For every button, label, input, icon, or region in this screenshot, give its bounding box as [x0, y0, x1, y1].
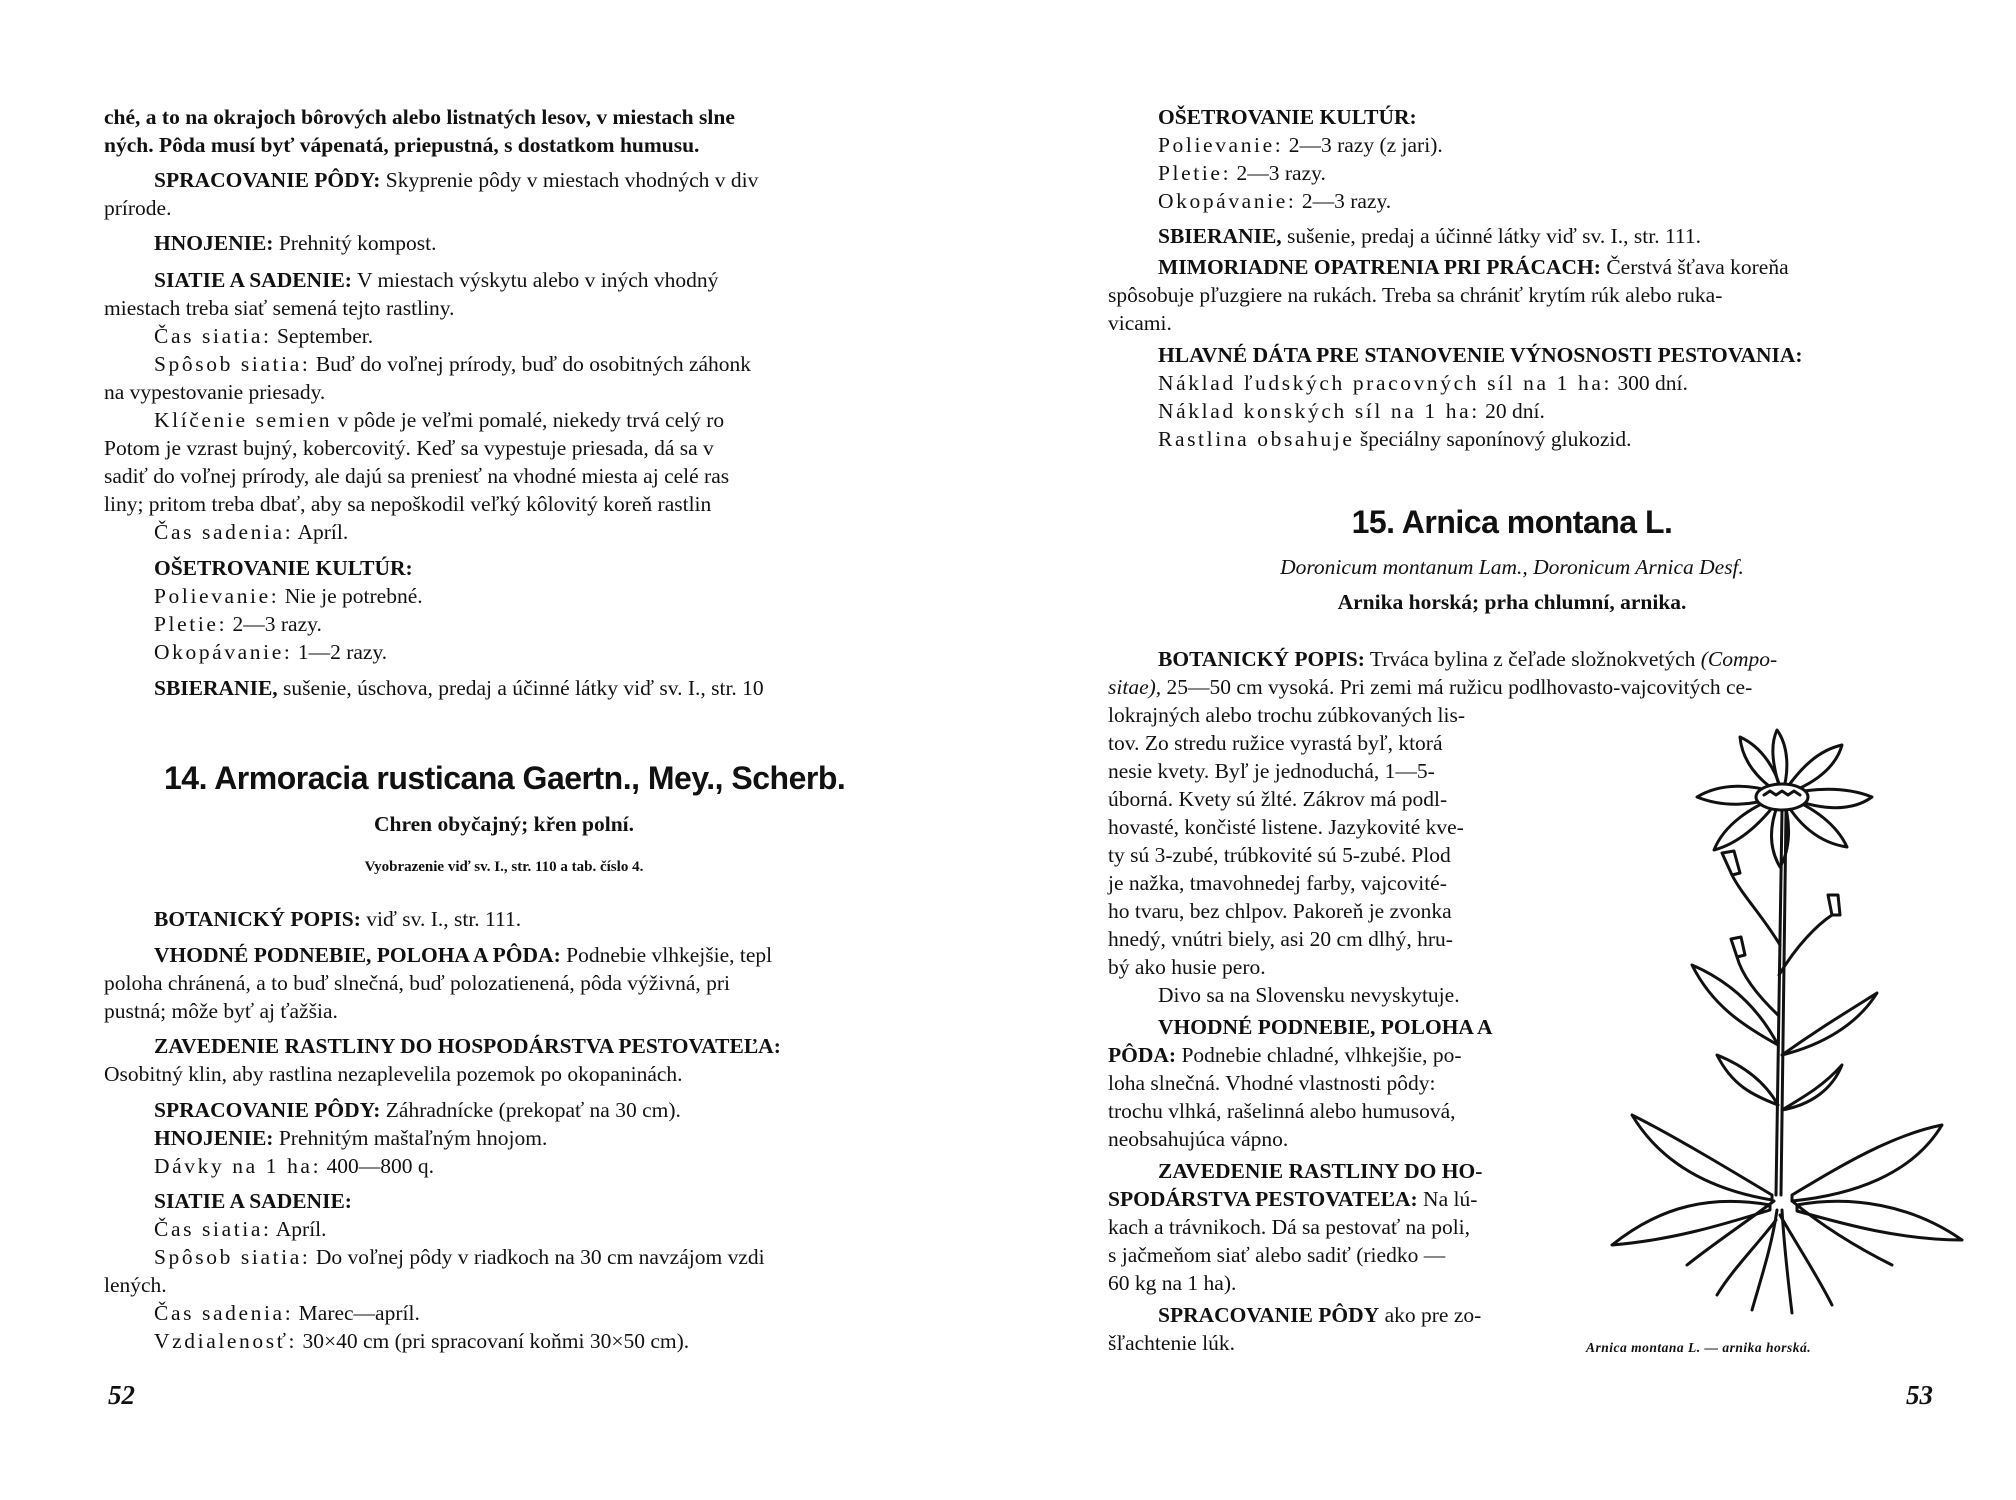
text-line: ZAVEDENIE RASTLINY DO HO- — [1158, 1159, 1483, 1183]
text-line: s jačmeňom siať alebo sadiť (riedko — — [1108, 1243, 1446, 1267]
text-line: HLAVNÉ DÁTA PRE STANOVENIE VÝNOSNOSTI PESTOVANIA: — [1158, 343, 1803, 367]
text-line: sitae), 25—50 cm vysoká. Pri zemi má ružicu podlhovasto-vajcovitých ce- — [1108, 675, 1753, 699]
text-line: Pletie: 2—3 razy. — [154, 612, 322, 636]
text-line: Rastlina obsahuje špeciálny saponínový glukozid. — [1158, 427, 1632, 451]
text-line: SPRACOVANIE PÔDY: Skyprenie pôdy v miestach vhodných v div — [154, 168, 759, 192]
text-line: Okopávanie: 2—3 razy. — [1158, 189, 1392, 213]
text-line: OŠETROVANIE KULTÚR: — [1158, 105, 1417, 129]
basal-leaves — [1612, 1115, 1962, 1265]
text-line: lených. — [104, 1273, 167, 1297]
text-line: SPODÁRSTVA PESTOVATEĽA: Na lú- — [1108, 1187, 1478, 1211]
text-line: HNOJENIE: Prehnitý kompost. — [154, 231, 437, 255]
text-line: SIATIE A SADENIE: V miestach výskytu alebo v iných vhodný — [154, 268, 719, 292]
text-line: BOTANICKÝ POPIS: viď sv. I., str. 111. — [154, 907, 522, 931]
roots — [1717, 1210, 1832, 1313]
page-number: 52 — [108, 1380, 135, 1410]
text-line: Dávky na 1 ha: 400—800 q. — [154, 1154, 435, 1178]
flower-stem — [1722, 811, 1840, 1195]
text-line: Čas sadenia: Marec—apríl. — [154, 1301, 420, 1325]
text-line: MIMORIADNE OPATRENIA PRI PRÁCACH: Čerstvá šťava koreňa — [1158, 255, 1789, 279]
text-line: VHODNÉ PODNEBIE, POLOHA A PÔDA: Podnebie vlhkejšie, tepl — [154, 943, 773, 967]
text-line: liny; pritom treba dbať, aby sa nepoškodil veľký kôlovitý koreň rastlin — [104, 492, 712, 516]
reference-note: Vyobrazenie viď sv. I., str. 110 a tab. číslo 4. — [364, 859, 644, 875]
text-line: trochu vlhká, rašelinná alebo humusová, — [1108, 1099, 1456, 1123]
text-line: Polievanie: 2—3 razy (z jari). — [1158, 133, 1443, 157]
text-line: Potom je vzrast bujný, kobercovitý. Keď sa vypestuje priesada, dá sa v — [104, 436, 714, 460]
text-line: hovasté, končisté listene. Jazykovité kve- — [1108, 815, 1464, 839]
text-line: Polievanie: Nie je potrebné. — [154, 584, 423, 608]
text-line: loha slnečná. Vhodné vlastnosti pôdy: — [1108, 1071, 1436, 1095]
text-line: ho tvaru, bez chlpov. Pakoreň je zvonka — [1108, 899, 1452, 923]
text-line: SBIERANIE, sušenie, predaj a účinné látky viď sv. I., str. 111. — [1158, 224, 1701, 248]
text-line: SBIERANIE, sušenie, úschova, predaj a účinné látky viď sv. I., str. 10 — [154, 676, 764, 700]
text-line: Spôsob siatia: Buď do voľnej prírody, buď do osobitných záhonk — [154, 352, 752, 376]
text-line: spôsobuje pľuzgiere na rukách. Treba sa chrániť krytím rúk alebo ruka- — [1108, 283, 1723, 307]
text-line: Náklad ľudských pracovných síl na 1 ha: 300 dní. — [1158, 371, 1688, 395]
text-line: Divo sa na Slovensku nevyskytuje. — [1158, 983, 1460, 1007]
text-line: ty sú 3-zubé, trúbkovité sú 5-zubé. Plod — [1108, 843, 1451, 867]
text-line: Pletie: 2—3 razy. — [1158, 161, 1326, 185]
text-line: Spôsob siatia: Do voľnej pôdy v riadkoch na 30 cm navzájom vzdi — [154, 1245, 765, 1269]
text-line: poloha chránená, a to buď slnečná, buď polozatienená, pôda výživná, pri — [104, 971, 730, 995]
section-title: 15. Arnica montana L. — [1351, 504, 1673, 540]
text-line: OŠETROVANIE KULTÚR: — [154, 556, 413, 580]
text-line: neobsahujúca vápno. — [1108, 1127, 1289, 1151]
text-line: Čas siatia: Apríl. — [154, 1217, 327, 1241]
text-line: 60 kg na 1 ha). — [1108, 1271, 1237, 1295]
text-line: lokrajných alebo trochu zúbkovaných lis- — [1108, 703, 1466, 727]
text-line: sadiť do voľnej prírody, ale dajú sa preniesť na vhodné miesta aj celé ras — [104, 464, 730, 488]
text-line: pustná; môže byť aj ťažšia. — [104, 999, 338, 1023]
text-line: Osobitný klin, aby rastlina nezaplevelila pozemok po okopaninách. — [104, 1062, 683, 1086]
text-line: Náklad konských síl na 1 ha: 20 dní. — [1158, 399, 1545, 423]
arnica-plant-illustration — [1592, 725, 1972, 1315]
text-line: nesie kvety. Byľ je jednoduchá, 1—5- — [1108, 759, 1435, 783]
text-line: VHODNÉ PODNEBIE, POLOHA A — [1158, 1015, 1493, 1039]
text-line: vicami. — [1108, 311, 1172, 335]
text-line: Čas siatia: September. — [154, 324, 374, 348]
text-line: na vypestovanie priesady. — [104, 380, 326, 404]
synonyms: Doronicum montanum Lam., Doronicum Arnica Desf. — [1280, 555, 1744, 579]
text-line: prírode. — [104, 196, 172, 220]
text-line: kach a trávnikoch. Dá sa pestovať na poli, — [1108, 1215, 1471, 1239]
text-line: ché, a to na okrajoch bôrových alebo listnatých lesov, v miestach slne — [104, 105, 735, 129]
text-line: SPRACOVANIE PÔDY ako pre zo- — [1158, 1303, 1482, 1327]
text-line: Klíčenie semien v pôde je veľmi pomalé, niekedy trvá celý ro — [154, 408, 725, 432]
text-line: je nažka, tmavohnedej farby, vajcovité- — [1108, 871, 1447, 895]
common-name: Arnika horská; prha chlumní, arnika. — [1337, 590, 1687, 614]
text-line: SIATIE A SADENIE: — [154, 1189, 352, 1213]
common-name: Chren obyčajný; křen polní. — [373, 812, 635, 836]
text-line: Vzdialenosť: 30×40 cm (pri spracovaní koňmi 30×50 cm). — [154, 1329, 690, 1353]
section-title: 14. Armoracia rusticana Gaertn., Mey., Scherb. — [164, 760, 846, 796]
text-line: Čas sadenia: Apríl. — [154, 520, 349, 544]
page-number: 53 — [1906, 1380, 1933, 1410]
text-line: šľachtenie lúk. — [1108, 1331, 1235, 1355]
text-line: miestach treba siať semená tejto rastliny. — [104, 296, 455, 320]
figure-caption: Arnica montana L. — arnika horská. — [1586, 1340, 1812, 1355]
text-line: hnedý, vnútri biely, asi 20 cm dlhý, hru- — [1108, 927, 1453, 951]
text-line: BOTANICKÝ POPIS: Trváca bylina z čeľade složnokvetých (Compo- — [1158, 647, 1778, 671]
text-line: ných. Pôda musí byť vápenatá, priepustná, s dostatkom humusu. — [104, 133, 700, 157]
text-line: Okopávanie: 1—2 razy. — [154, 640, 388, 664]
text-line: bý ako husie pero. — [1108, 955, 1266, 979]
text-line: PÔDA: Podnebie chladné, vlhkejšie, po- — [1108, 1043, 1462, 1067]
text-line: HNOJENIE: Prehnitým maštaľným hnojom. — [154, 1126, 548, 1150]
text-line: úborná. Kvety sú žlté. Zákrov má podl- — [1108, 787, 1448, 811]
text-line: ZAVEDENIE RASTLINY DO HOSPODÁRSTVA PESTOVATEĽA: — [154, 1034, 781, 1058]
text-line: tov. Zo stredu ružice vyrastá byľ, ktorá — [1108, 731, 1443, 755]
text-line: SPRACOVANIE PÔDY: Záhradnícke (prekopať na 30 cm). — [154, 1098, 681, 1122]
